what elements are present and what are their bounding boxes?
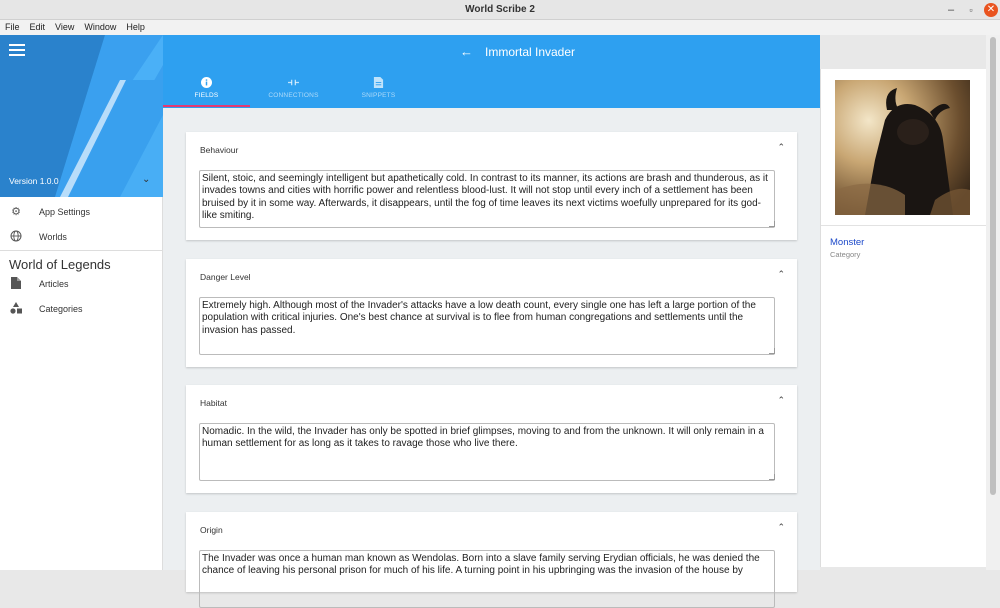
- menu-file[interactable]: File: [5, 22, 20, 32]
- chevron-down-icon[interactable]: ⌄: [142, 174, 151, 185]
- resize-handle-icon[interactable]: [769, 348, 775, 354]
- tab-label: SNIPPETS: [361, 92, 396, 99]
- world-title: World of Legends: [9, 257, 111, 272]
- field-textarea[interactable]: The Invader was once a human man known as Wendolas. Born into a slave family serving Erydian officials, he was denied the chance of leaving his personal prison for much of his life. A turning point in his upbringing was the invasion of the house by: [199, 550, 775, 608]
- tab-snippets[interactable]: [335, 73, 422, 108]
- menu-window[interactable]: Window: [84, 22, 117, 32]
- hamburger-menu-icon[interactable]: [9, 44, 25, 56]
- field-textarea[interactable]: Nomadic. In the wild, the Invader has only be spotted in brief glimpses, moving to and from the unknown. It will only remain in a human settlement for as long as it takes to ravage those who live there.: [199, 423, 775, 481]
- shapes-icon: [10, 302, 22, 316]
- field-card-origin: [186, 512, 797, 592]
- field-textarea[interactable]: Silent, stoic, and seemingly intelligent but apathetically cold. In contrast to its manner, its actions are brash and thunderous, as it invades towns and cities with horrific power and relentless blood-lust. It will not stop until every inch of a settlement has been bruised by it in some way. Afterwards, it disappears, until the fog of time leaves its next victims woefully unprepared for its god-like smiting.: [199, 170, 775, 228]
- chevron-up-icon[interactable]: ⌃: [777, 522, 785, 532]
- info-icon: [201, 77, 212, 88]
- tab-label: FIELDS: [194, 92, 219, 99]
- menu-bar: [0, 20, 1000, 35]
- menu-help[interactable]: Help: [126, 22, 145, 32]
- field-textarea[interactable]: Extremely high. Although most of the Invader's attacks have a low death count, every single one has left a large portion of the population with critical injuries. One's best chance at survival is to flee from human congregations and settlements until the invasion has passed.: [199, 297, 775, 355]
- field-card-behaviour: [186, 132, 797, 240]
- gear-icon: ⚙: [11, 206, 21, 218]
- field-title: Danger Level: [200, 272, 251, 282]
- tab-fields[interactable]: [163, 73, 250, 108]
- scrollbar[interactable]: [986, 35, 1000, 570]
- app-bar: [163, 35, 820, 108]
- document-icon: [10, 277, 22, 291]
- sidebar-item-label: App Settings: [39, 207, 91, 217]
- chevron-up-icon[interactable]: ⌃: [777, 142, 785, 152]
- category-link[interactable]: Monster: [830, 237, 865, 248]
- globe-icon: [10, 230, 22, 244]
- field-title: Origin: [200, 525, 223, 535]
- resize-handle-icon[interactable]: [769, 221, 775, 227]
- category-caption: Category: [830, 250, 861, 259]
- sidebar-header: [0, 35, 163, 197]
- back-arrow-icon[interactable]: ←: [460, 44, 473, 59]
- sidebar-item-label: Worlds: [39, 232, 67, 242]
- resize-handle-icon[interactable]: [769, 474, 775, 480]
- sidebar-item-articles[interactable]: [0, 274, 163, 296]
- sidebar-item-app-settings[interactable]: [0, 202, 163, 224]
- tab-connections[interactable]: [250, 73, 337, 108]
- header-background-graphic: [0, 35, 163, 197]
- menu-edit[interactable]: Edit: [29, 22, 46, 32]
- connections-icon: [288, 77, 299, 88]
- field-card-habitat: [186, 385, 797, 493]
- article-info-panel: [820, 69, 986, 567]
- window-title: World Scribe 2: [465, 4, 535, 15]
- field-card-danger-level: [186, 259, 797, 367]
- field-title: Habitat: [200, 398, 227, 408]
- divider: [0, 250, 163, 251]
- field-title: Behaviour: [200, 145, 239, 155]
- article-portrait-image[interactable]: [835, 80, 970, 215]
- active-tab-indicator: [163, 105, 250, 107]
- chevron-up-icon[interactable]: ⌃: [777, 269, 785, 279]
- window-title-bar: [0, 0, 1000, 20]
- divider: [821, 225, 987, 226]
- sidebar-item-label: Categories: [39, 304, 83, 314]
- sidebar-item-worlds[interactable]: [0, 227, 163, 249]
- maximize-button[interactable]: ▫: [969, 5, 973, 15]
- version-label: Version 1.0.0: [9, 176, 59, 186]
- scrollbar-thumb[interactable]: [990, 37, 996, 495]
- minimize-button[interactable]: –: [947, 4, 955, 16]
- main-content: [163, 35, 820, 577]
- chevron-up-icon[interactable]: ⌃: [777, 395, 785, 405]
- tab-label: CONNECTIONS: [268, 92, 319, 99]
- sidebar: [0, 35, 163, 570]
- menu-view[interactable]: View: [55, 22, 75, 32]
- snippet-icon: [373, 77, 384, 88]
- sidebar-item-categories[interactable]: [0, 299, 163, 321]
- sidebar-item-label: Articles: [39, 279, 69, 289]
- page-title: Immortal Invader: [485, 45, 576, 59]
- close-button[interactable]: ✕: [984, 3, 998, 17]
